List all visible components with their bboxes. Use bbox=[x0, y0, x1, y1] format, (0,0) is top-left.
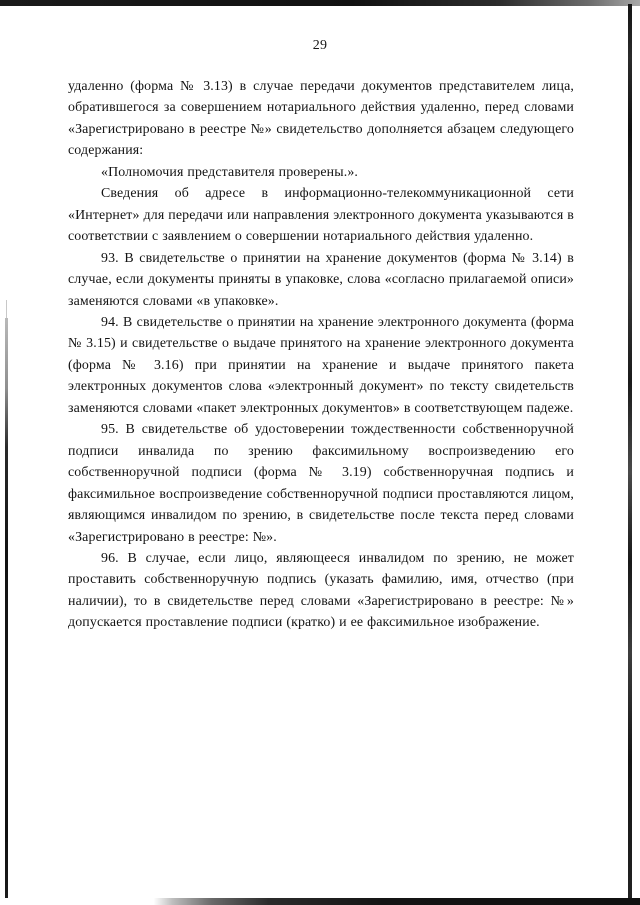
document-body bbox=[68, 76, 574, 634]
paragraph-94: 94. В свидетельстве о принятии на хранение электронного документа (форма № 3.15) и свидетельстве о выдаче принятого на хранение электронного документа (форма № 3.16) при принятии на хранение и выдаче принятого пакета электронных документов слова «электронный документ» по тексту свидетельств заменяются словами «пакет электронных документов» в соответствующем падеже. bbox=[68, 314, 574, 416]
paragraph-96: 96. В случае, если лицо, являющееся инвалидом по зрению, не может проставить собственноручную подпись (указать фамилию, имя, отчество (при наличии), то в свидетельстве перед словами «Зарегистрировано в реестре: №» допускается проставление подписи (кратко) и ее факсимильное изображение. bbox=[68, 550, 574, 631]
paragraph-continued-92: удаленно (форма № 3.13) в случае передачи документов представителем лица, обратившегося за совершением нотариального действия удаленно, перед словами «Зарегистрировано в реестре №» свидетельство дополняется абзацем следующего содержания: bbox=[68, 79, 574, 159]
paragraph-95: 95. В свидетельстве об удостоверении тождественности собственноручной подписи инвалида по зрению факсимильному воспроизведению его собственноручной подписи (форма № 3.19) собственноручная подпись и факсимильное воспроизведение собственноручной подписи проставляются лицом, являющимся инвалидом по зрению, в свидетельстве после текста перед словами «Зарегистрировано в реестре: №». bbox=[68, 422, 574, 545]
paragraph-svedeniya-ob-adrese: Сведения об адресе в информационно-телекоммуникационной сети «Интернет» для передачи или направления электронного документа указываются в соответствии с заявлением о совершении нотариального действия удаленно. bbox=[68, 186, 574, 245]
paragraph-93: 93. В свидетельстве о принятии на хранение документов (форма № 3.14) в случае, если документы приняты в упаковке, слова «согласно прилагаемой описи» заменяются словами «в упаковке». bbox=[68, 250, 574, 309]
paragraph-quote-polnomochiya: «Полномочия представителя проверены.». bbox=[101, 164, 359, 180]
page-number: 29 bbox=[312, 38, 328, 53]
